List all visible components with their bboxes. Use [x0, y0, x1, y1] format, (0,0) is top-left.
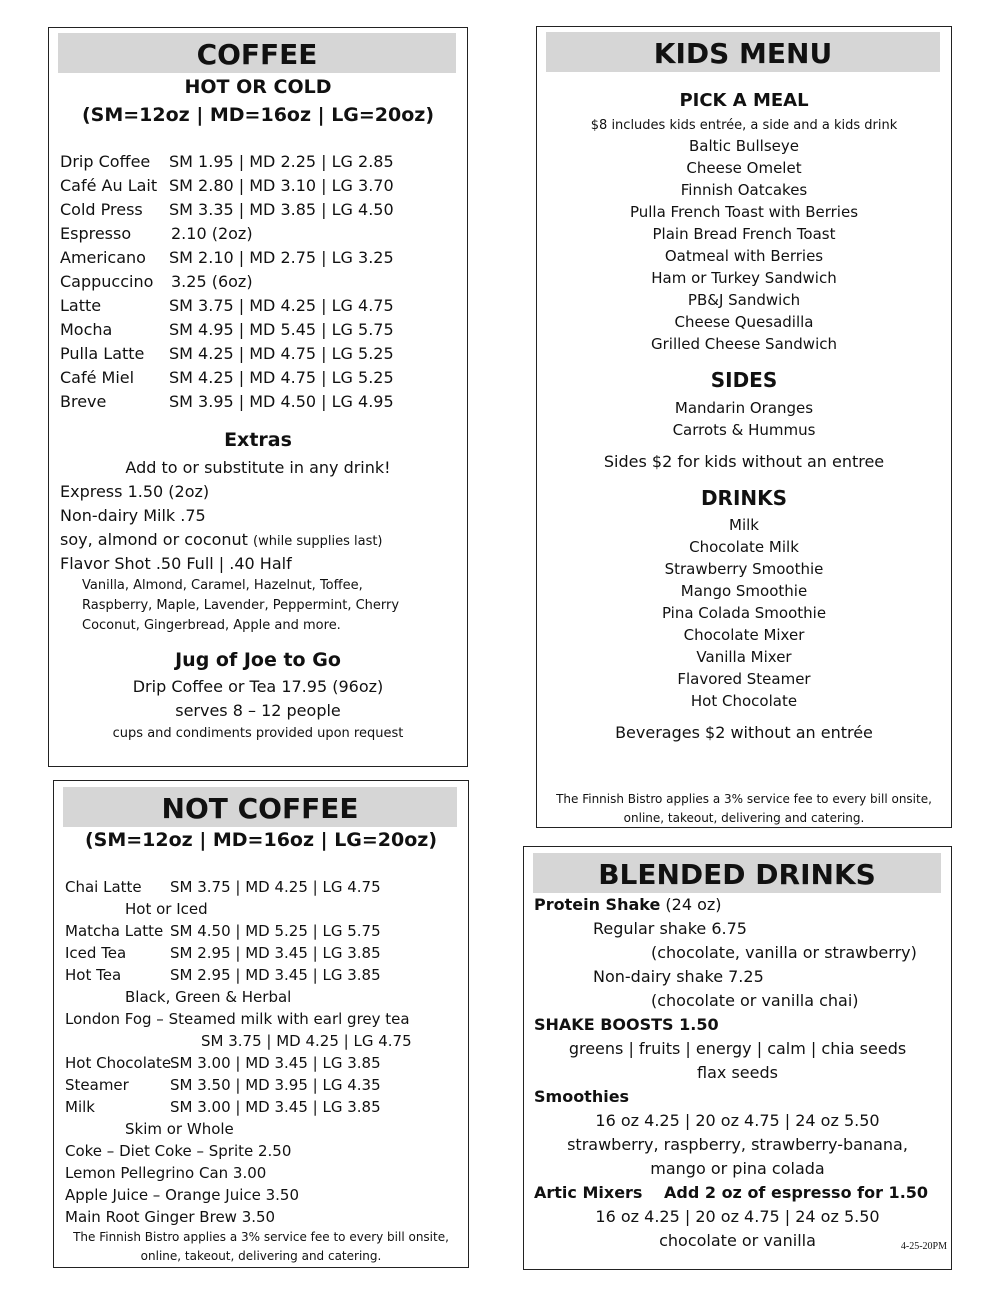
supplies-note: (while supplies last): [253, 534, 383, 549]
artic-prices: 16 oz 4.25 | 20 oz 4.75 | 24 oz 5.50: [595, 1207, 880, 1226]
extra-nondairy: Non-dairy Milk .75: [60, 506, 206, 525]
protein-shake-line: [534, 895, 722, 915]
coffee-item-name: Café Miel: [60, 368, 135, 387]
not-coffee-item-name: Matcha Latte: [65, 922, 164, 940]
flavor-list-3: Coconut, Gingerbread, Apple and more.: [82, 618, 341, 633]
pick-meal-note: $8 includes kids entrée, a side and a kids drink: [590, 118, 898, 133]
boosts-list-2: flax seeds: [697, 1063, 778, 1082]
not-coffee-item-price: SM 3.50 | MD 3.95 | LG 4.35: [170, 1076, 381, 1094]
kids-drink-item: Strawberry Smoothie: [664, 560, 824, 578]
kids-meal-item: Plain Bread French Toast: [652, 225, 836, 243]
not-coffee-item-price: SM 4.50 | MD 5.25 | LG 5.75: [170, 922, 381, 940]
not-coffee-item-price: SM 2.95 | MD 3.45 | LG 3.85: [170, 966, 381, 984]
coffee-item-price: SM 3.35 | MD 3.85 | LG 4.50: [169, 200, 394, 219]
kids-meal-item: Grilled Cheese Sandwich: [651, 335, 837, 353]
coffee-item-name: Espresso: [60, 224, 132, 243]
coffee-subtitle: HOT OR COLD: [184, 76, 332, 98]
coffee-title: COFFEE: [58, 33, 456, 73]
coffee-item-price: SM 4.25 | MD 4.75 | LG 5.25: [169, 368, 394, 387]
jug-price: Drip Coffee or Tea 17.95 (96oz): [132, 677, 384, 696]
not-coffee-item-name: Hot Tea: [65, 966, 122, 984]
version-stamp: 4-25-20PM: [900, 1241, 947, 1252]
flavor-list-2: Raspberry, Maple, Lavender, Peppermint, Cherry: [82, 598, 400, 613]
artic-mixers-line: [534, 1183, 929, 1203]
kids-drink-item: Mango Smoothie: [680, 582, 808, 600]
boosts-list: greens | fruits | energy | calm | chia seeds: [568, 1039, 907, 1058]
pick-meal-title: PICK A MEAL: [679, 90, 809, 111]
regular-shake-flavors: (chocolate, vanilla or strawberry): [651, 943, 917, 962]
not-coffee-item-name: Main Root Ginger Brew 3.50: [65, 1208, 276, 1226]
kids-drink-item: Milk: [729, 516, 759, 534]
jug-note: cups and condiments provided upon request: [112, 726, 404, 741]
jug-title: Jug of Joe to Go: [175, 649, 341, 671]
smoothie-flavors: strawberry, raspberry, strawberry-banana,: [567, 1135, 908, 1154]
coffee-item-price: 3.25 (6oz): [171, 272, 253, 291]
coffee-item-name: Cold Press: [60, 200, 143, 219]
sides-note: Sides $2 for kids without an entree: [603, 452, 885, 471]
smoothie-prices: 16 oz 4.25 | 20 oz 4.75 | 24 oz 5.50: [595, 1111, 880, 1130]
artic-mixers-title: Artic Mixers: [534, 1183, 643, 1202]
not-coffee-item-name: London Fog – Steamed milk with earl grey tea: [65, 1010, 410, 1028]
flavor-list-1: Vanilla, Almond, Caramel, Hazelnut, Toffee,: [82, 578, 363, 593]
kids-meal-item: Cheese Omelet: [686, 159, 802, 177]
artic-flavors: chocolate or vanilla: [659, 1231, 816, 1250]
kids-drink-item: Vanilla Mixer: [696, 648, 792, 666]
not-coffee-title: NOT COFFEE: [63, 787, 457, 827]
kids-meal-item: PB&J Sandwich: [687, 291, 801, 309]
milk-options-text: soy, almond or coconut: [60, 530, 248, 549]
kids-fee-1: The Finnish Bistro applies a 3% service fee to every bill onsite,: [556, 792, 932, 806]
not-coffee-item-name: Steamer: [65, 1076, 129, 1094]
coffee-item-price: SM 3.95 | MD 4.50 | LG 4.95: [169, 392, 394, 411]
coffee-item-name: Americano: [60, 248, 146, 267]
not-coffee-item-name: Skim or Whole: [125, 1120, 234, 1138]
not-coffee-section: [53, 780, 469, 1268]
coffee-item-name: Breve: [60, 392, 107, 411]
extra-flavor-shot: Flavor Shot .50 Full | .40 Half: [60, 554, 292, 573]
not-coffee-fee-1: The Finnish Bistro applies a 3% service fee to every bill onsite,: [73, 1230, 449, 1244]
not-coffee-item-price: SM 3.00 | MD 3.45 | LG 3.85: [170, 1098, 381, 1116]
extra-express: Express 1.50 (2oz): [60, 482, 210, 501]
kids-drink-item: Chocolate Mixer: [683, 626, 805, 644]
beverage-note: Beverages $2 without an entrée: [615, 723, 873, 742]
regular-shake: Regular shake 6.75: [593, 919, 747, 938]
nondairy-shake-flavors: (chocolate or vanilla chai): [651, 991, 859, 1010]
coffee-item-price: SM 4.95 | MD 5.45 | LG 5.75: [169, 320, 394, 339]
coffee-item-price: SM 3.75 | MD 4.25 | LG 4.75: [169, 296, 394, 315]
sides-title: SIDES: [710, 368, 778, 392]
smoothie-flavors-2: mango or pina colada: [650, 1159, 825, 1178]
kids-meal-item: Baltic Bullseye: [689, 137, 799, 155]
protein-shake-label: Protein Shake: [534, 895, 661, 914]
blended-drinks-section: [523, 846, 952, 1270]
kids-drink-item: Hot Chocolate: [690, 692, 798, 710]
coffee-sizes: (SM=12oz | MD=16oz | LG=20oz): [81, 104, 435, 126]
not-coffee-item-name: Hot Chocolate: [65, 1054, 172, 1072]
not-coffee-item-price: SM 2.95 | MD 3.45 | LG 3.85: [170, 944, 381, 962]
extras-note: Add to or substitute in any drink!: [125, 458, 391, 477]
coffee-item-name: Mocha: [60, 320, 113, 339]
not-coffee-item-price: SM 3.75 | MD 4.25 | LG 4.75: [201, 1032, 412, 1050]
not-coffee-sizes: (SM=12oz | MD=16oz | LG=20oz): [84, 829, 438, 851]
not-coffee-item-name: Coke – Diet Coke – Sprite 2.50: [65, 1142, 292, 1160]
coffee-item-name: Drip Coffee: [60, 152, 151, 171]
coffee-item-price: SM 2.80 | MD 3.10 | LG 3.70: [169, 176, 394, 195]
coffee-item-price: SM 2.10 | MD 2.75 | LG 3.25: [169, 248, 394, 267]
kids-meal-item: Oatmeal with Berries: [664, 247, 824, 265]
kids-drink-item: Pina Colada Smoothie: [661, 604, 827, 622]
kids-drink-item: Flavored Steamer: [677, 670, 811, 688]
coffee-section: [48, 27, 468, 767]
kids-menu-title: KIDS MENU: [546, 32, 940, 72]
drinks-title: DRINKS: [700, 486, 788, 510]
kids-meal-item: Ham or Turkey Sandwich: [651, 269, 837, 287]
coffee-item-name: Café Au Lait: [60, 176, 158, 195]
smoothies-title: Smoothies: [534, 1087, 630, 1106]
extra-milk-options: [60, 530, 383, 552]
not-coffee-item-price: SM 3.00 | MD 3.45 | LG 3.85: [170, 1054, 381, 1072]
not-coffee-item-name: Lemon Pellegrino Can 3.00: [65, 1164, 267, 1182]
not-coffee-item-name: Black, Green & Herbal: [125, 988, 292, 1006]
artic-espresso: Add 2 oz of espresso for 1.50: [664, 1183, 929, 1202]
jug-serves: serves 8 – 12 people: [175, 701, 341, 720]
not-coffee-fee-2: online, takeout, delivering and catering.: [140, 1249, 382, 1263]
not-coffee-item-name: Iced Tea: [65, 944, 127, 962]
not-coffee-item-name: Hot or Iced: [125, 900, 208, 918]
protein-shake-size: (24 oz): [660, 895, 722, 914]
kids-menu-section: [536, 26, 952, 828]
kids-meal-item: Pulla French Toast with Berries: [629, 203, 859, 221]
nondairy-shake: Non-dairy shake 7.25: [593, 967, 764, 986]
not-coffee-item-name: Apple Juice – Orange Juice 3.50: [65, 1186, 300, 1204]
coffee-item-price: SM 4.25 | MD 4.75 | LG 5.25: [169, 344, 394, 363]
coffee-item-price: 2.10 (2oz): [171, 224, 253, 243]
extras-title: Extras: [224, 429, 292, 451]
kids-side-item: Mandarin Oranges: [674, 399, 814, 417]
not-coffee-item-price: SM 3.75 | MD 4.25 | LG 4.75: [170, 878, 381, 896]
kids-side-item: Carrots & Hummus: [672, 421, 816, 439]
coffee-item-name: Latte: [60, 296, 102, 315]
kids-fee-2: online, takeout, delivering and catering.: [623, 811, 865, 825]
coffee-item-name: Cappuccino: [60, 272, 154, 291]
blended-drinks-title: BLENDED DRINKS: [533, 853, 941, 893]
shake-boosts: SHAKE BOOSTS 1.50: [534, 1015, 719, 1034]
not-coffee-item-name: Chai Latte: [65, 878, 142, 896]
kids-meal-item: Finnish Oatcakes: [680, 181, 808, 199]
kids-meal-item: Cheese Quesadilla: [674, 313, 814, 331]
kids-drink-item: Chocolate Milk: [689, 538, 799, 556]
coffee-item-price: SM 1.95 | MD 2.25 | LG 2.85: [169, 152, 394, 171]
coffee-item-name: Pulla Latte: [60, 344, 145, 363]
not-coffee-item-name: Milk: [65, 1098, 95, 1116]
